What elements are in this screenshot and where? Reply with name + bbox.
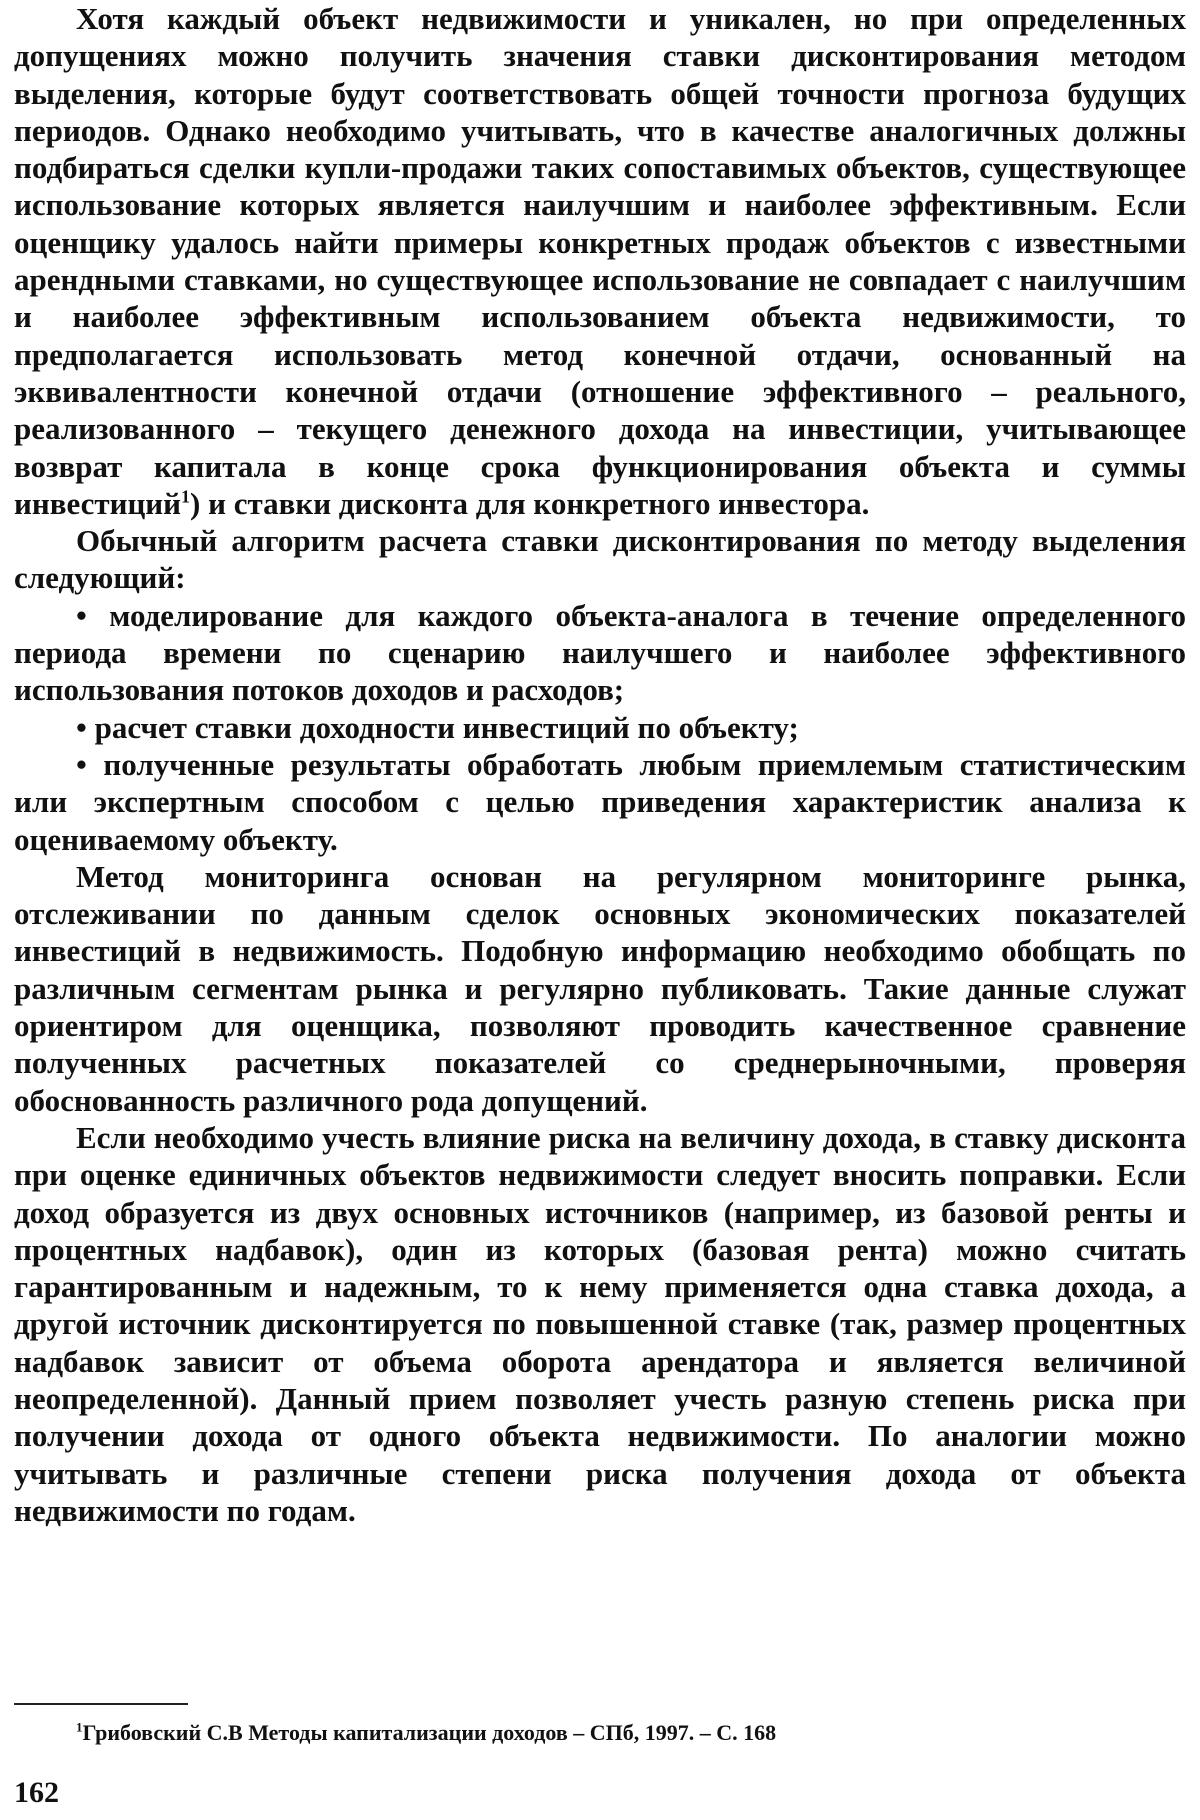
bullet-item-rate-calculation: • расчет ставки доходности инвестиций по объекту;: [76, 709, 799, 745]
main-text: [14, 0, 1186, 1529]
bullet-item-results-processing: • полученные результаты обработать любым приемлемым статистическим или экспертным способом с целью приведения характеристик анализа к оцениваемому объекту.: [14, 746, 1186, 857]
footnote-reference: 1: [181, 486, 191, 507]
monitoring-term: Метод мониторинга: [76, 858, 390, 894]
paragraph-monitoring-method: [14, 858, 1186, 1119]
paragraph-extraction-method: [14, 0, 1186, 522]
monitoring-text: основан на регулярном мониторинге рынка, отслеживании по данным сделок основных экономических показателей инвестиций в недвижимость. Подобную информацию необходимо обобщать по различным сегментам рынка и регулярно публиковать. Такие данные служат ориентиром для оценщика, позволяют проводить качественное сравнение полученных расчетных показателей со среднерыночными, проверяя обоснованность различного рода допущений.: [14, 858, 1186, 1118]
page-number: 162: [14, 1776, 59, 1809]
footnote-marker: 1: [76, 1719, 83, 1735]
book-page: [14, 0, 1186, 1820]
paragraph-algorithm-intro: Обычный алгоритм расчета ставки дисконтирования по методу выделения следующий:: [14, 523, 1186, 596]
paragraph-text: Хотя каждый объект недвижимости и уникален, но при определенных допущениях можно получить значения ставки дисконтирования методом выделения, которые будут соответствовать общей точности прогноза будущих периодов. Однако необходимо учитывать, что в качестве аналогичных должны подбираться сделки купли-продажи таких сопоставимых объектов, существующее использование которых является наилучшим и наиболее эффективным. Если оценщику удалось найти примеры конкретных продаж объектов с известными арендными ставками, но существующее использование не совпадает с наилучшим и наиболее эффективным использованием объекта недвижимости, то предполагается использовать метод конечной отдачи, основанный на эквивалентности конечной отдачи (отношение эффективного – реального, реализованного – текущего денежного дохода на инвестиции, учитывающее возврат капитала в конце срока функционирования объекта и суммы инвестиций: [14, 1, 1186, 521]
paragraph-text-continued: ) и ставки дисконта для конкретного инвестора.: [190, 485, 870, 521]
paragraph-risk-adjustment: Если необходимо учесть влияние риска на величину дохода, в ставку дисконта при оценке единичных объектов недвижимости следует вносить поправки. Если доход образуется из двух основных источников (например, из базовой ренты и процентных надбавок), один из которых (базовая рента) можно считать гарантированным и надежным, то к нему применяется одна ставка дохода, а другой источник дисконтируется по повышенной ставке (так, размер процентных надбавок зависит от объема оборота арендатора и является величиной неопределенной). Данный прием позволяет учесть разную степень риска при получении дохода от одного объекта недвижимости. По аналогии можно учитывать и различные степени риска получения дохода от объекта недвижимости по годам.: [14, 1119, 1186, 1528]
footnote: [76, 1719, 776, 1747]
footnote-divider: [14, 1703, 188, 1705]
footnote-text: Грибовский С.В Методы капитализации доходов – СПб, 1997. – С. 168: [82, 1720, 777, 1745]
bullet-item-modeling: • моделирование для каждого объекта-аналога в течение определенного периода времени по сценарию наилучшего и наиболее эффективного использования потоков доходов и расходов;: [14, 597, 1186, 708]
